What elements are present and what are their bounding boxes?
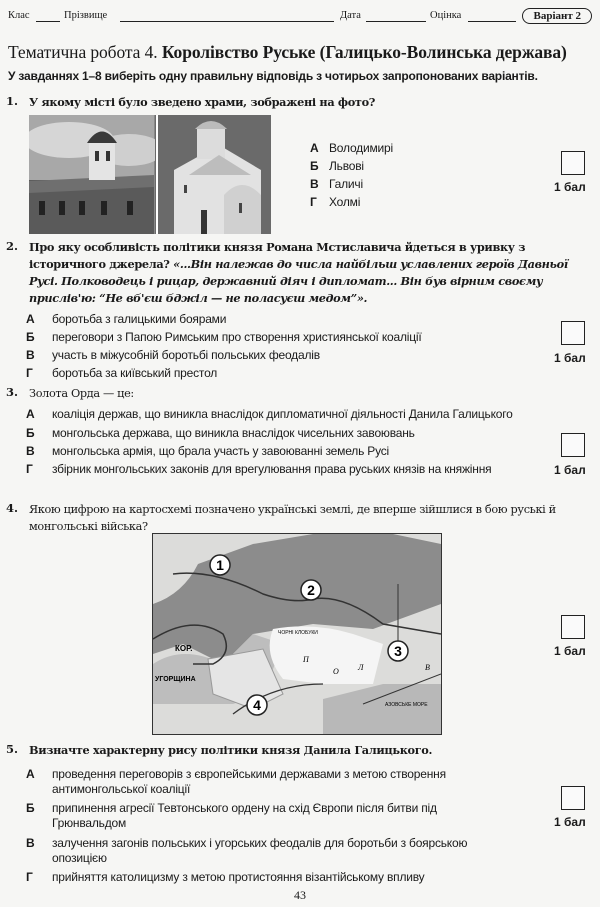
map-label-chorni-klobuky: ЧОРНІ КЛОБУКИ xyxy=(278,630,318,636)
question-number: 2. xyxy=(6,239,19,253)
grade-field[interactable] xyxy=(468,21,516,22)
surname-label: Прізвище xyxy=(64,10,108,21)
surname-field[interactable] xyxy=(120,21,334,22)
map-marker-2 xyxy=(301,580,321,600)
question-text: У якому місті було зведено храми, зображені на фото? xyxy=(29,95,376,109)
map-label-hungary: УГОРЩИНА xyxy=(155,676,196,683)
source-quote: «...Він належав до числа найбільш уславлених героїв Давньої Русі. Полководець і рицар, державний діяч і дипломат... Він був вірним своєму прислів'ю: “Не вб'єш бджіл — не поласуєш медом”». xyxy=(29,257,568,305)
question-intro: Про яку особливість політики князя Романа Мстиславича йдеться в уривку з історичного джерела? xyxy=(29,240,526,271)
map-marker-1 xyxy=(210,555,230,575)
question-number: 5. xyxy=(6,742,19,756)
page-number: 43 xyxy=(294,888,306,902)
question-number: 1. xyxy=(6,94,19,108)
class-field[interactable] xyxy=(36,21,60,22)
map-label-v: В xyxy=(425,663,430,672)
points-label: 1 бал xyxy=(554,815,586,829)
map-label-o: О xyxy=(333,667,339,676)
question-number: 3. xyxy=(6,385,19,399)
answer-box[interactable] xyxy=(561,151,585,175)
answer-box[interactable] xyxy=(561,433,585,457)
date-field[interactable] xyxy=(366,21,426,22)
question-text: Визначте характерну рису політики князя Данила Галицького. xyxy=(29,743,433,757)
points-label: 1 бал xyxy=(554,351,586,365)
map-label-l: Л xyxy=(358,663,364,672)
svg-text:2: 2 xyxy=(307,582,315,598)
variant-badge: Варіант 2 xyxy=(522,8,592,24)
answer-box[interactable] xyxy=(561,615,585,639)
answer-box[interactable] xyxy=(561,321,585,345)
page-title xyxy=(8,42,567,63)
two-churches-photo xyxy=(29,115,271,234)
points-label: 1 бал xyxy=(554,463,586,477)
svg-text:3: 3 xyxy=(394,643,402,659)
map-label-azov-sea: АЗОВСЬКЕ МОРЕ xyxy=(385,702,428,708)
question-text xyxy=(29,239,592,307)
title-prefix: Тематична робота 4. xyxy=(8,42,158,62)
question-text: Золота Орда — це: xyxy=(29,387,134,400)
map-label-kor: КОР. xyxy=(175,644,193,653)
svg-text:4: 4 xyxy=(253,697,261,713)
grade-label: Оцінка xyxy=(430,10,462,21)
answer-box[interactable] xyxy=(561,786,585,810)
date-label: Дата xyxy=(340,10,361,21)
map-label-p: П xyxy=(303,655,309,664)
worksheet-header xyxy=(8,6,592,24)
svg-text:1: 1 xyxy=(216,557,224,573)
historical-map xyxy=(152,533,442,735)
class-label: Клас xyxy=(8,10,30,21)
question-text: Якою цифрою на картосхемі позначено українські землі, де вперше зійшлися в бою руські й монгольські війська? xyxy=(29,503,556,533)
instruction: У завданнях 1–8 виберіть одну правильну відповідь з чотирьох запропонованих варіантів. xyxy=(8,69,538,83)
points-label: 1 бал xyxy=(554,644,586,658)
map-marker-3 xyxy=(388,641,408,661)
question-number: 4. xyxy=(6,501,19,515)
title-topic: Королівство Руське (Галицько-Волинська держава) xyxy=(161,42,567,62)
map-marker-4 xyxy=(247,695,267,715)
points-label: 1 бал xyxy=(554,180,586,194)
